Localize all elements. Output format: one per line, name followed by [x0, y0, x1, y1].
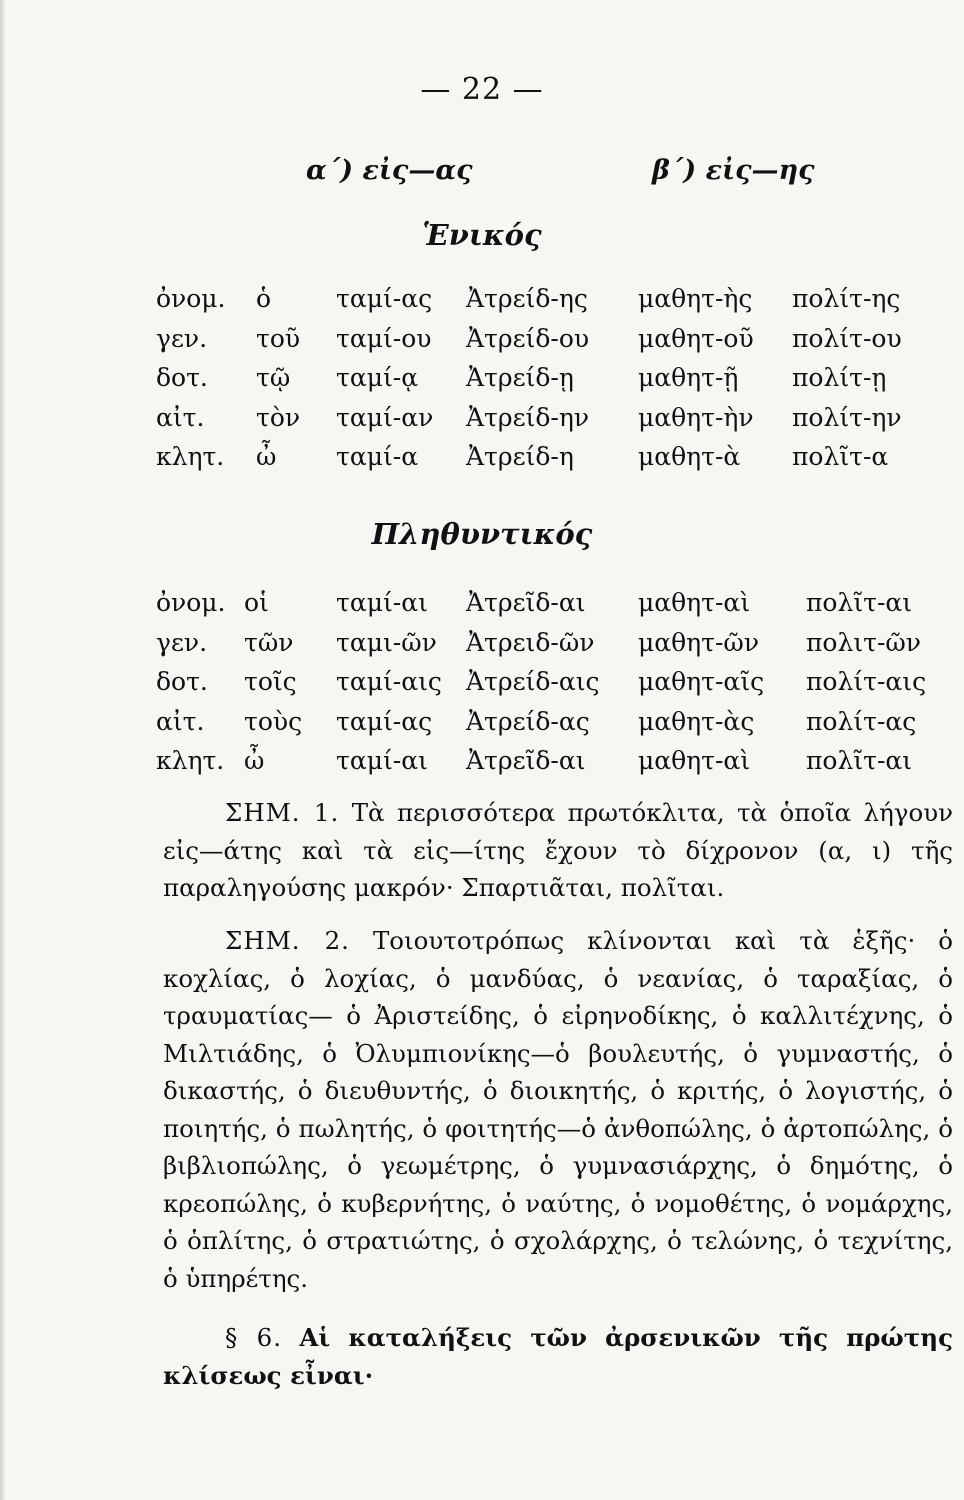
- word-form: Ἀτρείδ-αις: [466, 667, 600, 696]
- case-label: γεν.: [156, 627, 208, 657]
- word-form: πολίτ-ης: [792, 284, 901, 313]
- declension-b-heading: β΄) εἰς—ης: [652, 155, 815, 186]
- word-form: ταμί-αι: [336, 746, 428, 775]
- article: ὦ: [244, 746, 265, 775]
- word-form: Ἀτρείδ-ου: [466, 323, 590, 353]
- note-1-text: Τὰ περισσότερα πρωτόκλιτα, τὰ ὁποῖα λήγουν εἰς—άτης καὶ τὰ εἰς—ίτης ἔχουν τὸ δίχρονον (α, ι) τῆς παραληγούσης μακρόν· Σπαρτιᾶται, πολῖται.: [163, 798, 953, 902]
- word-form: ταμί-ου: [336, 323, 432, 353]
- section-6: [163, 1319, 953, 1394]
- word-form: ταμί-ας: [336, 284, 433, 313]
- article: ὁ: [256, 284, 272, 313]
- plural-heading: Πληθυντικός: [371, 517, 593, 551]
- table-row: [156, 588, 916, 628]
- table-row: [156, 284, 916, 324]
- case-label: ὀνομ.: [156, 284, 226, 313]
- word-form: πολίτ-ῃ: [792, 363, 887, 392]
- word-form: μαθητ-ῶν: [638, 627, 760, 657]
- word-form: ταμι-ῶν: [336, 627, 437, 657]
- word-form: μαθητ-οῦ: [638, 323, 754, 353]
- singular-heading: Ἑνικός: [422, 218, 542, 252]
- case-label: δοτ.: [156, 363, 208, 392]
- table-row: [156, 403, 916, 443]
- word-form: μαθητ-ὰς: [638, 706, 755, 736]
- note-2-label: ΣΗΜ. 2.: [225, 926, 350, 955]
- table-row: [156, 627, 921, 668]
- word-form: Ἀτρείδ-η: [466, 442, 574, 471]
- word-form: πολιτ-ῶν: [806, 627, 921, 657]
- word-form: Ἀτρείδ-ας: [466, 706, 590, 736]
- article: τοῖς: [244, 667, 297, 696]
- page-number: — 22 —: [420, 72, 544, 107]
- article: τὸν: [256, 402, 301, 432]
- word-form: πολίτ-ου: [792, 323, 902, 353]
- word-form: πολῖτ-α: [792, 442, 889, 471]
- table-row: [156, 324, 916, 364]
- table-row: [156, 442, 916, 482]
- article: τῷ: [256, 363, 291, 392]
- section-6-label: § 6.: [225, 1323, 282, 1352]
- word-form: Ἀτρεῖδ-αι: [466, 588, 586, 617]
- word-form: πολίτ-αις: [806, 667, 927, 696]
- word-form: μαθητ-ὴς: [638, 284, 753, 313]
- case-label: γεν.: [156, 323, 208, 353]
- note-2: [163, 922, 953, 1297]
- word-form: πολῖτ-αι: [806, 746, 913, 775]
- table-row: [156, 746, 916, 786]
- declension-a-heading: α΄) εἰς—ας: [306, 155, 473, 186]
- table-row: [156, 707, 916, 747]
- word-form: ταμί-ᾳ: [336, 363, 419, 392]
- word-form: Ἀτρειδ-ῶν: [466, 627, 595, 657]
- case-label: κλητ.: [156, 442, 225, 471]
- section-6-text: Αἱ καταλήξεις τῶν ἀρσενικῶν τῆς πρώτης κλίσεως εἶναι·: [163, 1323, 953, 1390]
- word-form: Ἀτρεῖδ-αι: [466, 746, 586, 775]
- plural-declension-table: [156, 588, 927, 786]
- word-form: μαθητ-αῖς: [638, 667, 765, 696]
- word-form: ταμί-α: [336, 442, 419, 471]
- article: ὦ: [256, 442, 277, 471]
- word-form: πολίτ-ην: [792, 402, 902, 432]
- word-form: Ἀτρείδ-ης: [466, 284, 588, 313]
- word-form: μαθητ-αὶ: [638, 746, 751, 775]
- word-form: Ἀτρείδ-ῃ: [466, 363, 574, 392]
- word-form: ταμί-ας: [336, 706, 433, 736]
- case-label: αἰτ.: [156, 402, 205, 432]
- word-form: μαθητ-αὶ: [638, 588, 751, 617]
- article: τοὺς: [244, 706, 303, 736]
- word-form: ταμί-αν: [336, 402, 434, 432]
- article: οἱ: [244, 588, 269, 617]
- case-label: κλητ.: [156, 746, 225, 775]
- case-label: αἰτ.: [156, 706, 205, 736]
- note-1: [163, 794, 953, 907]
- case-label: δοτ.: [156, 667, 208, 696]
- word-form: μαθητ-ὴν: [638, 402, 754, 432]
- word-form: ταμί-αις: [336, 667, 442, 696]
- note-2-text: Τοιουτοτρόπως κλίνονται καὶ τὰ ἑξῆς· ὁ κοχλίας, ὁ λοχίας, ὁ μανδύας, ὁ νεανίας, ὁ ταραξίας, ὁ τραυματίας— ὁ Ἀριστείδης, ὁ εἰρηνοδίκης, ὁ καλλιτέχνης, ὁ Μιλτιάδης, ὁ Ὀλυμπιονίκης—ὁ βουλευτής, ὁ γυμναστής, ὁ δικαστής, ὁ διευθυντής, ὁ διοικητής, ὁ κριτής, ὁ λογιστής, ὁ ποιητής, ὁ πωλητής, ὁ φοιτητής—ὁ ἀνθοπώλης, ὁ ἀρτοπώλης, ὁ βιβλιοπώλης, ὁ γεωμέτρης, ὁ γυμνασιάρχης, ὁ δημότης, ὁ κρεοπώλης, ὁ κυβερνήτης, ὁ ναύτης, ὁ νομοθέτης, ὁ νομάρχης, ὁ ὁπλίτης, ὁ στρατιώτης, ὁ σχολάρχης, ὁ τελώνης, ὁ τεχνίτης, ὁ ὑπηρέτης.: [163, 926, 953, 1293]
- case-label: ὀνομ.: [156, 588, 226, 617]
- word-form: πολῖτ-αι: [806, 588, 913, 617]
- table-row: [156, 363, 916, 403]
- word-form: πολίτ-ας: [806, 706, 917, 736]
- article: τοῦ: [256, 323, 301, 353]
- table-row: [156, 667, 927, 707]
- word-form: μαθητ-ὰ: [638, 442, 741, 471]
- note-1-label: ΣΗΜ. 1.: [225, 798, 340, 827]
- word-form: μαθητ-ῇ: [638, 363, 739, 392]
- word-form: Ἀτρείδ-ην: [466, 402, 590, 432]
- article: τῶν: [244, 627, 294, 657]
- singular-declension-table: [156, 284, 916, 482]
- word-form: ταμί-αι: [336, 588, 428, 617]
